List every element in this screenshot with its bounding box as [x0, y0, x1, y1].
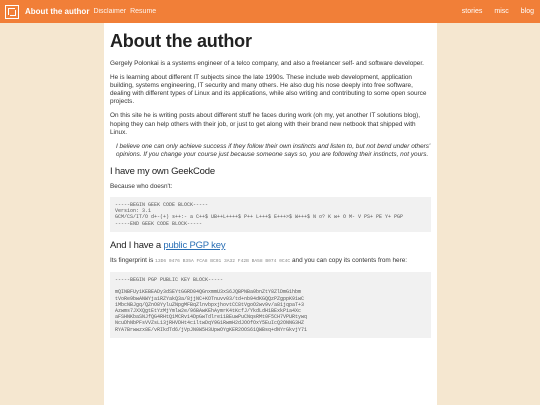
fingerprint-value: 13D6 0476 B35A FCA8 BC01 3A32 F42B BA58 B074 0C4C: [155, 258, 291, 264]
site-logo-icon[interactable]: [5, 5, 19, 19]
nav-link-resume[interactable]: Resume: [130, 8, 157, 15]
site-paragraph: On this site he is writing posts about different stuff he faces during work (oh my, yet another IT solutions blog), hoping they can help others with their job, or just to get along with their brand new netbook that shipped with Linux.: [110, 112, 420, 136]
fingerprint-paragraph: [110, 257, 431, 266]
geekcode-heading: I have my own GeekCode: [110, 165, 215, 177]
learning-paragraph: He is learning about different IT subjects since the late 1990s. These include web development, application building, systems engineering, IT security and many others. He also dug his nose deeply into free software, dealing with different types of Linux and its applications, while also writing and contributing to some open source projects.: [110, 74, 427, 106]
geekcode-intro: Because who doesn't:: [110, 182, 173, 190]
quote-paragraph: I believe one can only achieve success if they follow their own instincts and listen to, but not bend under others' opinions. If you change your course just because someone says so, you are following their instincts, not yours.: [116, 142, 431, 158]
geekcode-block: -----BEGIN GEEK CODE BLOCK----- Version: 3.1 GCM/CS/IT/O d+-(+) s++:- a C++$ UB++L++++$ P++ L+++$ E+++>$ W+++$ N o? K w+ O M- V PS+ PE Y+ PGP -----END GEEK CODE BLOCK-----: [110, 197, 431, 232]
nav-link-blog[interactable]: blog: [520, 8, 534, 15]
intro-paragraph: Gergely Polonkai is a systems engineer of a telco company, and also a freelancer self- and software developer.: [110, 60, 424, 67]
nav-link-misc[interactable]: misc: [494, 8, 509, 15]
fingerprint-suffix: and you can copy its contents from here:: [290, 256, 408, 264]
pgp-heading-text: And I have a: [110, 239, 164, 251]
nav-link-stories[interactable]: stories: [461, 8, 483, 15]
fingerprint-prefix: Its fingerprint is: [110, 256, 156, 264]
public-pgp-key-link[interactable]: public PGP key: [163, 239, 226, 251]
page-title: About the author: [110, 31, 252, 51]
content-card: [104, 23, 437, 405]
pgp-heading: [110, 240, 431, 251]
nav-link-disclaimer[interactable]: Disclaimer: [93, 8, 127, 15]
nav-right-group: [462, 8, 534, 15]
top-navigation-bar: [0, 0, 540, 23]
brand-title[interactable]: About the author: [25, 7, 90, 16]
pgp-key-block: -----BEGIN PGP PUBLIC KEY BLOCK----- mQINBFUy1KEBEADy3dSEYtGGRD04QGnxmmU3xS6JQBPNBa0bnZtY8ZlDmG1hbm tVoRe9bwANWYja1RZYakQ3a/8jjNC+KOTnuvv03/td+nb94dKGQQzPZgppK91wC 1MbcNBJgq/QZnO8YyluZNpgMFBqZlnvbpxjhovtCC8tVgoO2wv9v/a81jqpaT+3 Azwms7JXXQgtEtYzMjYmlw2e/96BAwKEhAymrK4tKcfJ/YkdLdH1BExkPia4Xc aFSHNKbaSNJfQG4RHtQ1MCRv14DpGwTdlre11BEuwPuCNqsRMt0F5CH7VPURtywq NcuDhNbPFsVVZsL13jRHVDHt4ciltwDqY9G1RwmH2dJOOfOxY5EuIcQ2ONNG3HZ RYA7Brwwzx8E/vRIkdTd6/jVpJN0W5H3UpwOYgKER2OOS61QWBsq+dNYrGkvjY71: [110, 272, 431, 338]
